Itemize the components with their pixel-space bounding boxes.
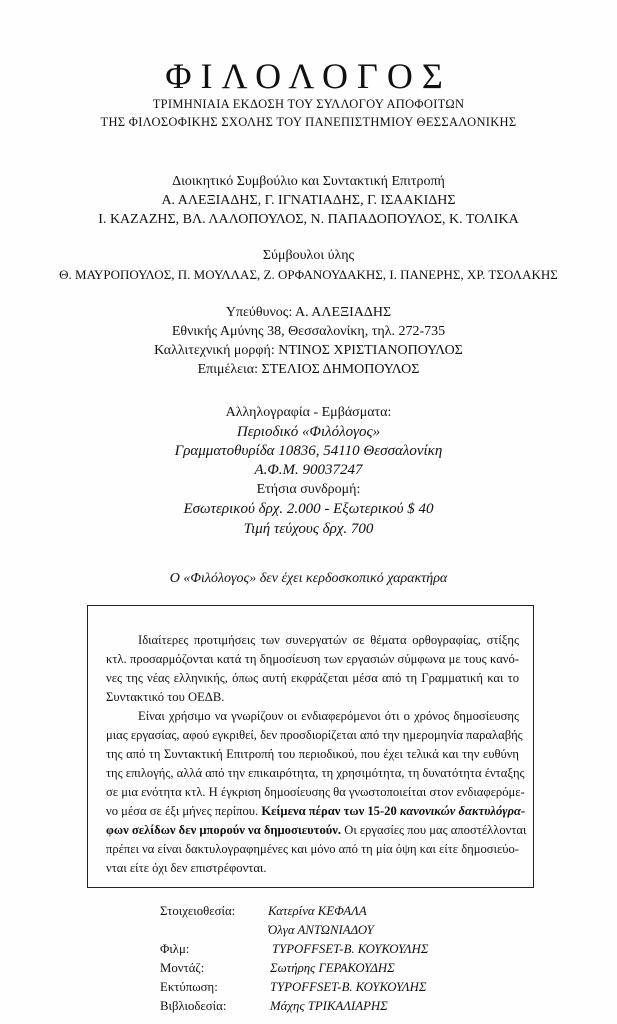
responsible-editor: Υπεύθυνος: Α. ΑΛΕΞΙΑΔΗΣ: [225, 305, 392, 320]
subtitle-line-2: ΤΗΣ ΦΙΛΟΣΟΦΙΚΗΣ ΣΧΟΛΗΣ ΤΟΥ ΠΑΝΕΠΙΣΤΗΜΙΟΥ ΘΕΣΣΑΛΟΝΙΚΗΣ: [100, 115, 517, 129]
board-members-1: Α. ΑΛΕΞΙΑΔΗΣ, Γ. ΙΓΝΑΤΙΑΔΗΣ, Γ. ΙΣΑΑΚΙΔΗΣ: [161, 193, 456, 208]
notice-line: Είναι χρήσιμο να γνωρίζουν οι ενδιαφερόμενοι ότι ο χρόνος δημοσίευσης: [138, 709, 519, 723]
credit-label: Φιλμ:: [160, 942, 190, 956]
notice-line: Συντακτικό του ΟΕΔΒ.: [106, 690, 225, 704]
issue-price: Τιμή τεύχους δρχ. 700: [243, 521, 374, 537]
credit-value: Σωτήρης ΓΕΡΑΚΟΥΔΗΣ: [270, 961, 395, 975]
notice-line: της επιλογής, αλλά από την επικαιρότητα, τη χρησιμότητα, τη δυνατότητα ένταξης: [106, 766, 525, 780]
notice-line: πρέπει να είναι δακτυλογραφημένες και μόνο από τη μία όψη και είτε δημοσιεύο-: [106, 842, 519, 856]
nonprofit-statement: Ο «Φιλόλογος» δεν έχει κερδοσκοπικό χαρακτήρα: [169, 571, 448, 586]
credit-value: TYPOFFSET-Β. ΚΟΥΚΟΥΛΗΣ: [270, 980, 427, 994]
notice-line: [106, 804, 526, 819]
art-direction: Καλλιτεχνική μορφή: ΝΤΙΝΟΣ ΧΡΙΣΤΙΑΝΟΠΟΥΛΟΣ: [154, 343, 463, 358]
editing: Επιμέλεια: ΣΤΕΛΙΟΣ ΔΗΜΟΠΟΥΛΟΣ: [197, 362, 420, 377]
notice-text: νο μέσα σε έξι μήνες περίπου.: [106, 804, 262, 818]
board-members-2: Ι. ΚΑΖΑΖΗΣ, ΒΛ. ΛΑΛΟΠΟΥΛΟΣ, Ν. ΠΑΠΑΔΟΠΟΥΛΟΣ, Κ. ΤΟΛΙΚΑ: [98, 212, 519, 227]
subtitle-line-1: ΤΡΙΜΗΝΙΑΙΑ ΕΚΔΟΣΗ ΤΟΥ ΣΥΛΛΟΓΟΥ ΑΠΟΦΟΙΤΩΝ: [152, 97, 465, 111]
tax-id: Α.Φ.Μ. 90037247: [254, 462, 363, 478]
notice-line: [106, 823, 527, 838]
credit-label: Μοντάζ:: [160, 961, 205, 975]
notice-bold-text: Κείμενα πέραν των 15-20: [261, 804, 400, 818]
notice-line: κτλ. προσαρμόζονται κατά τη δημοσίευση των εργασιών σύμφωνα με τους κανό-: [106, 652, 519, 666]
po-box-address: Γραμματοθυρίδα 10836, 54110 Θεσσαλονίκη: [174, 443, 443, 459]
credit-value: TYPOFFSET-Β. ΚΟΥΚΟΥΛΗΣ: [272, 942, 429, 956]
credit-label: Στοιχειοθεσία:: [160, 904, 236, 918]
notice-bold-text: φων σελίδων δεν μπορούν να δημοσιευτούν.: [106, 823, 342, 837]
notice-text: Οι εργασίες που μας αποστέλλονται: [341, 823, 527, 837]
subscription-heading: Ετήσια συνδρομή:: [256, 482, 361, 497]
correspondence-heading: Αλληλογραφία - Εμβάσματα:: [225, 405, 392, 420]
advisors-members: Θ. ΜΑΥΡΟΠΟΥΛΟΣ, Π. ΜΟΥΛΛΑΣ, Ζ. ΟΡΦΑΝΟΥΔΑΚΗΣ, Ι. ΠΑΝΕΡΗΣ, ΧΡ. ΤΣΟΛΑΚΗΣ: [59, 267, 558, 282]
advisors-heading: Σύμβουλοι ύλης: [262, 248, 355, 263]
notice-line: μιας εργασίας, αφού εγκριθεί, δεν προσδιορίζεται από την ημερομηνία παραλαβής: [106, 728, 523, 742]
journal-name: Περιοδικό «Φιλόλογος»: [236, 424, 381, 440]
credit-value: Κατερίνα ΚΕΦΑΛΑ: [268, 904, 367, 918]
notice-line: Ιδιαίτερες προτιμήσεις των συνεργατών σε θέματα ορθογραφίας, στίξης: [138, 633, 519, 647]
board-heading: Διοικητικό Συμβούλιο και Συντακτική Επιτροπή: [172, 174, 445, 189]
notice-line: νες της νέας ελληνικής, όπως αυτή εκφράζεται μέσα από τη Γραμματική και το: [106, 671, 519, 685]
journal-title: ΦΙΛΟΛΟΓΟΣ: [165, 56, 452, 96]
notice-line: νται είτε όχι δεν επιστρέφονται.: [106, 861, 267, 875]
credit-label: Εκτύπωση:: [160, 980, 218, 994]
credit-label: Βιβλιοδεσία:: [160, 999, 227, 1013]
notice-bold-italic-text: κανονικών δακτυλόγρα-: [399, 804, 526, 818]
credit-value: Όλγα ΑΝΤΩΝΙΑΔΟΥ: [268, 923, 374, 937]
subscription-prices: Εσωτερικού δρχ. 2.000 - Εξωτερικού $ 40: [183, 501, 434, 517]
editor-address: Εθνικής Αμύνης 38, Θεσσαλονίκη, τηλ. 272-735: [171, 324, 446, 339]
notice-line: της από τη Συντακτική Επιτροπή του περιοδικού, που έχει τελικά και την ευθύνη: [106, 747, 519, 761]
notice-box: [87, 605, 534, 888]
notice-line: σε μια ενότητα κτλ. Η έγκριση δημοσίευσης θα γνωστοποιείται στον ενδιαφερόμε-: [106, 785, 525, 799]
credit-value: Μάχης ΤΡΙΚΑΛΙΑΡΗΣ: [270, 999, 388, 1013]
